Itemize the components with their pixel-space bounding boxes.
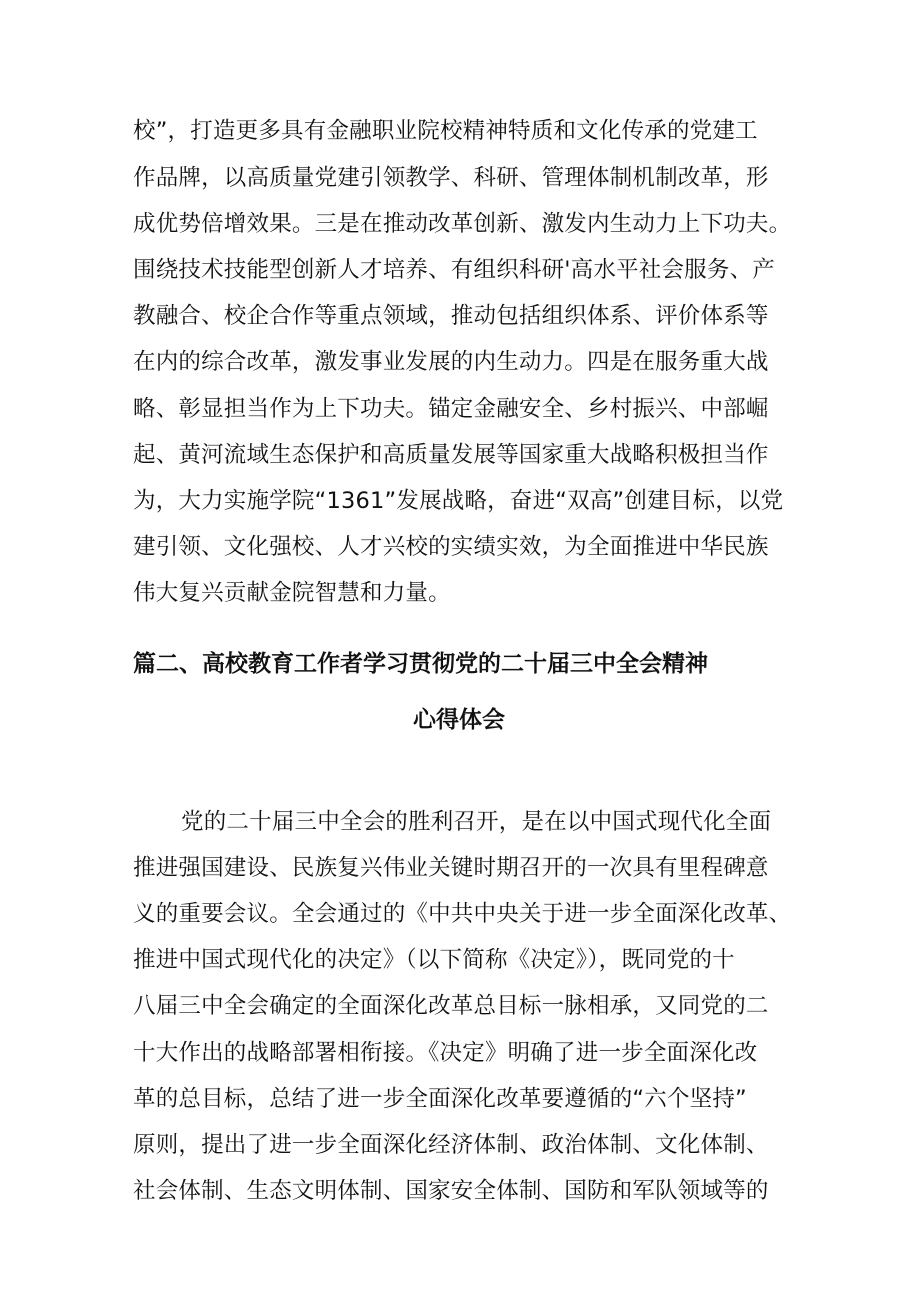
paragraph-line: 校”，打造更多具有金融职业院校精神特质和文化传承的党建工 <box>133 118 758 144</box>
paragraph-line: 革的总目标，总结了进一步全面深化改革要遵循的“六个坚持” <box>133 1086 747 1112</box>
paragraph-line: 义的重要会议。全会通过的《中共中央关于进一步全面深化改革、 <box>133 901 792 927</box>
paragraph-line: 起、黄河流域生态保护和高质量发展等国家重大战略积极担当作 <box>133 442 769 468</box>
paragraph-line: 八届三中全会确定的全面深化改革总目标一脉相承，又同党的二 <box>133 993 769 1019</box>
paragraph-line: 原则，提出了进一步全面深化经济体制、政治体制、文化体制、 <box>133 1132 769 1158</box>
paragraph-line: 略、彰显担当作为上下功夫。锚定金融安全、乡村振兴、中部崛 <box>133 396 769 422</box>
paragraph-line: 伟大复兴贡献金院智慧和力量。 <box>133 580 451 606</box>
paragraph-line: 在内的综合改革，激发事业发展的内生动力。四是在服务重大战 <box>133 349 769 375</box>
paragraph-line: 建引领、文化强校、人才兴校的实绩实效，为全面推进中华民族 <box>133 534 769 560</box>
paragraph-line: 推进中国式现代化的决定》（以下简称《决定》），既同党的十 <box>133 947 735 973</box>
paragraph-line: 成优势倍增效果。三是在推动改革创新、激发内生动力上下功夫。 <box>133 211 792 237</box>
paragraph-line: 社会体制、生态文明体制、国家安全体制、国防和军队领域等的 <box>133 1178 769 1204</box>
paragraph-line: 十大作出的战略部署相衔接。《决定》明确了进一步全面深化改 <box>133 1040 758 1066</box>
paragraph-line: 围绕技术技能型创新人才培养、有组织科研'高水平社会服务、产 <box>133 257 775 283</box>
paragraph-line: 党的二十届三中全会的胜利召开，是在以中国式现代化全面 <box>181 809 772 835</box>
paragraph-line: 教融合、校企合作等重点领域，推动包括组织体系、评价体系等 <box>133 303 769 329</box>
section-title-line-2: 心得体会 <box>413 707 505 733</box>
paragraph-line: 推进强国建设、民族复兴伟业关键时期召开的一次具有里程碑意 <box>133 855 769 881</box>
paragraph-line: 为，大力实施学院“1361”发展战略，奋进“双高”创建目标，以党 <box>133 488 784 514</box>
section-title-line-1: 篇二、高校教育工作者学习贯彻党的二十届三中全会精神 <box>133 651 708 677</box>
paragraph-line: 作品牌，以高质量党建引领教学、科研、管理体制机制改革，形 <box>133 165 769 191</box>
